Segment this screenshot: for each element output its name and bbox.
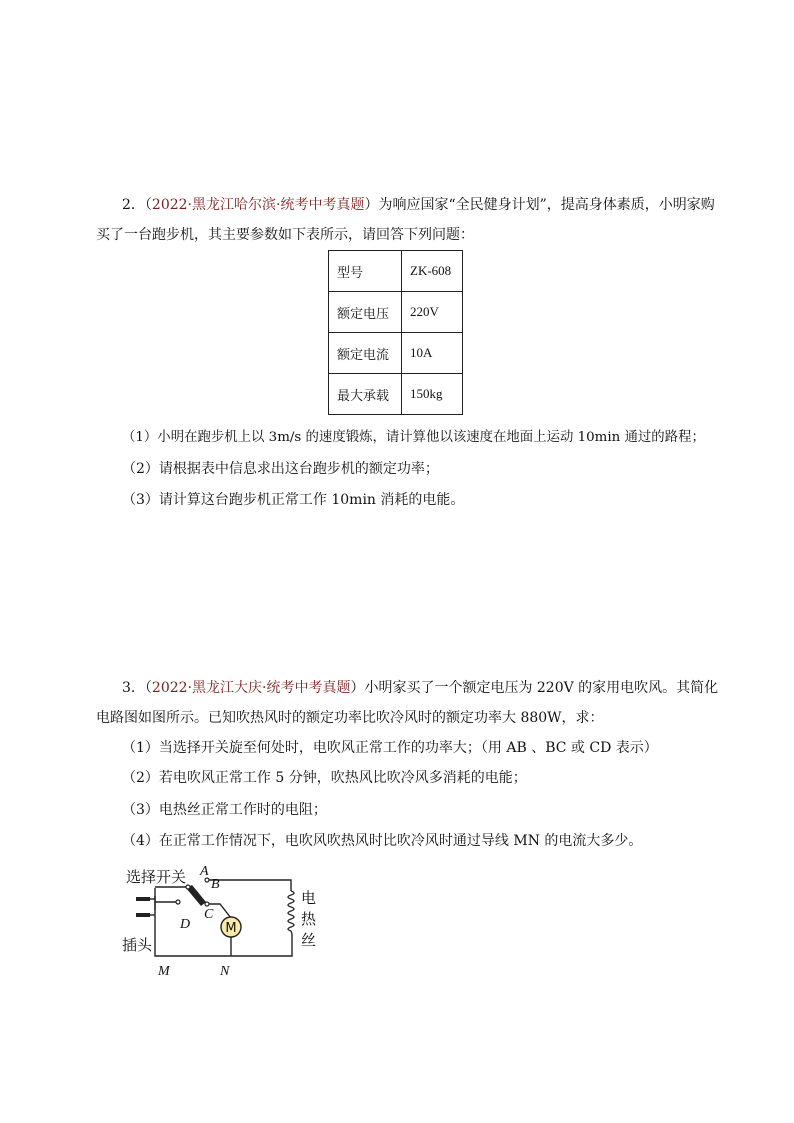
param-value: 10A [402,333,463,374]
q3-sub-3: （3）电热丝正常工作时的电阻； [122,802,327,818]
q3-stem-line2: 电路图如图所示。已知吹热风时的额定功率比吹冷风时的额定功率大 880W，求： [96,710,604,726]
top-wire [207,880,291,891]
terminal-b-label: B [211,877,220,892]
terminal-a-label: A [200,864,209,879]
q3-source: 2022·黑龙江大庆·统考中考真题 [151,680,351,696]
q3-sub-1: （1）当选择开关旋至何处时，电吹风正常工作的功率大；（用 AB 、BC 或 CD 表示） [122,740,658,756]
q3-line1 [122,678,718,698]
heater-label-3: 丝 [301,931,317,949]
point-m-label: M [158,964,170,979]
q2-line1 [122,195,715,215]
param-value: 150kg [402,374,463,415]
q2-parameter-table [328,250,463,415]
q3-source-close: ） [350,680,365,696]
param-key: 额定电压 [329,292,402,333]
param-key: 型号 [329,251,402,292]
q2-number: 2． [122,197,145,213]
table-row [329,292,463,333]
q2-source: 2022·黑龙江哈尔滨·统考中考真题 [151,197,365,213]
q3-number: 3． [122,680,145,696]
point-n-label: N [220,964,230,979]
q3-stem-line1: 小明家买了一个额定电压为 220V 的家用电吹风。其简化 [364,680,719,696]
q2-sub-2: （2）请根据表中信息求出这台跑步机的额定功率； [122,461,439,477]
q2-stem-line2: 买了一台跑步机，其主要参数如下表所示，请回答下列问题： [96,227,474,243]
param-key: 最大承载 [329,374,402,415]
table-row [329,333,463,374]
q2-sub-1: （1）小明在跑步机上以 3m/s 的速度锻炼，请计算他以该速度在地面上运动 10min 通过的路程； [122,430,705,445]
param-value: ZK-608 [402,251,463,292]
q2-source-open: （ [144,197,152,213]
hair-dryer-circuit-diagram [100,858,340,988]
heater-label-2: 热 [301,910,317,928]
switch-label: 选择开关 [126,868,187,886]
heater-label-1: 电 [301,889,317,907]
q3-sub-4: （4）在正常工作情况下，电吹风吹热风时比吹冷风时通过导线 MN 的电流大多少。 [122,833,643,849]
terminal-d-label: D [180,917,191,932]
motor-symbol [221,917,241,937]
q2-sub-3: （3）请计算这台跑步机正常工作 10min 消耗的电能。 [122,492,465,508]
heating-coil [288,891,294,934]
q3-source-open: （ [144,680,152,696]
table-row [329,374,463,415]
q2-stem-line1: 为响应国家“全民健身计划”，提高身体素质，小明家购 [378,197,715,213]
param-key: 额定电流 [329,333,402,374]
table-row [329,251,463,292]
terminal-c-label: C [204,907,214,922]
q2-source-close: ） [364,197,379,213]
plug [136,897,155,917]
param-value: 220V [402,292,463,333]
motor-label: M [225,921,237,936]
q3-sub-2: （2）若电吹风正常工作 5 分钟，吹热风比吹冷风多消耗的电能； [122,770,527,786]
plug-label: 插头 [122,936,153,954]
